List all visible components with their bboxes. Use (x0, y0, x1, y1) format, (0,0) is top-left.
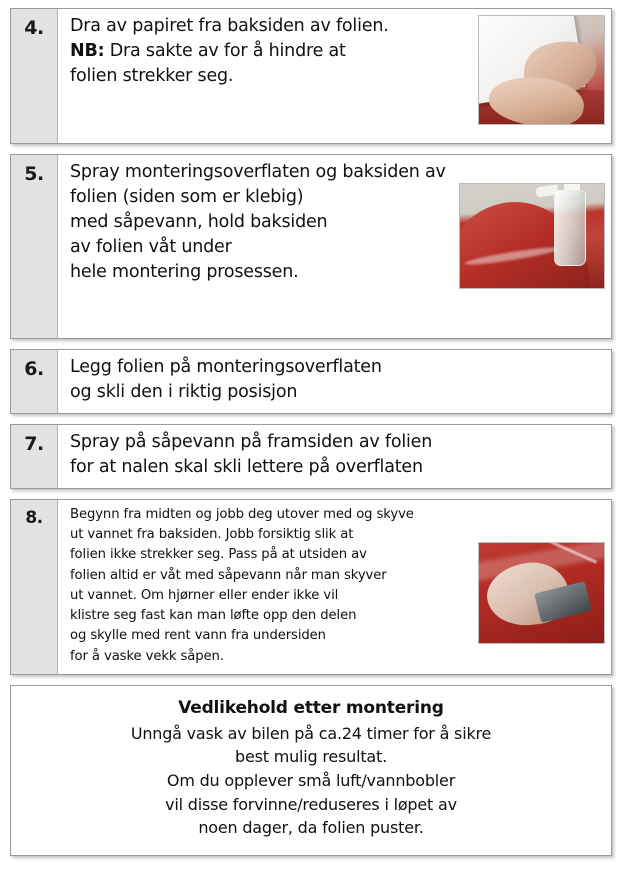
maintenance-line-3: Om du opplever små luft/vannbobler (166, 770, 456, 790)
step-6 (10, 349, 612, 414)
step-7-body (58, 425, 611, 488)
step-5-number: 5. (11, 155, 58, 338)
step-5 (10, 154, 612, 339)
step-4-body (58, 9, 611, 143)
hand-peeling-backing-paper-photo (478, 15, 605, 125)
step-8 (10, 499, 612, 675)
step-7-line-2: for at nalen skal skli lettere på overflaten (70, 457, 423, 478)
step-8-line-5: ut vannet. Om hjørner eller ender ikke vil (70, 587, 339, 603)
step-8-line-3: folien ikke strekker seg. Pass på at utsiden av (70, 547, 367, 563)
maintenance-section (10, 685, 612, 856)
step-8-text (70, 506, 478, 668)
step-5-line-4: av folien våt under (70, 237, 232, 258)
step-6-number: 6. (11, 350, 58, 413)
step-4-line-3: folien strekker seg. (70, 66, 234, 87)
step-7-number: 7. (11, 425, 58, 488)
spray-bottle-on-red-panel-photo (459, 183, 605, 289)
step-6-line-2: og skli den i riktig posisjon (70, 382, 298, 403)
step-4-line-2-rest: Dra sakte av for å hindre at (104, 41, 346, 62)
step-4-text (70, 15, 478, 90)
step-4-nb-label: NB: (70, 41, 105, 62)
step-8-line-2: ut vannet fra baksiden. Jobb forsiktig slik at (70, 527, 354, 543)
maintenance-heading: Vedlikehold etter montering (178, 697, 444, 718)
step-5-body (58, 155, 611, 338)
step-6-line-1: Legg folien på monteringsoverflaten (70, 357, 382, 377)
maintenance-line-5: noen dager, da folien puster. (198, 818, 424, 838)
step-4-line-1: Dra av papiret fra baksiden av folien. (70, 16, 389, 36)
step-7-line-1: Spray på såpevann på framsiden av folien (70, 432, 433, 452)
step-5-text (70, 161, 459, 286)
maintenance-line-4: vil disse forvinne/reduseres i løpet av (165, 794, 457, 814)
hand-with-squeegee-photo (478, 542, 605, 644)
step-7-text (70, 431, 605, 481)
maintenance-line-2: best mulig resultat. (235, 747, 387, 767)
step-8-line-1: Begynn fra midten og jobb deg utover med og skyve (70, 507, 414, 522)
step-5-line-3: med såpevann, hold baksiden (70, 212, 328, 233)
step-8-body (58, 500, 611, 674)
step-4-number: 4. (11, 9, 58, 143)
step-8-line-7: og skylle med rent vann fra undersiden (70, 628, 326, 644)
step-4 (10, 8, 612, 144)
spray-bottle (554, 190, 586, 266)
step-4-line-2 (70, 40, 472, 63)
step-8-number: 8. (11, 500, 58, 674)
maintenance-line-1: Unngå vask av bilen på ca.24 timer for å sikre (130, 723, 492, 743)
step-8-line-6: klistre seg fast kan man løfte opp den delen (70, 608, 357, 624)
step-7 (10, 424, 612, 489)
step-5-line-2: folien (siden som er klebig) (70, 187, 304, 208)
step-8-line-4: folien altid er våt med såpevann når man skyver (70, 567, 387, 583)
step-6-text (70, 356, 605, 406)
step-8-line-8: for å vaske vekk såpen. (70, 648, 224, 664)
step-5-line-5: hele montering prosessen. (70, 262, 299, 283)
step-5-line-1: Spray monteringsoverflaten og baksiden av (70, 162, 446, 182)
step-6-body (58, 350, 611, 413)
